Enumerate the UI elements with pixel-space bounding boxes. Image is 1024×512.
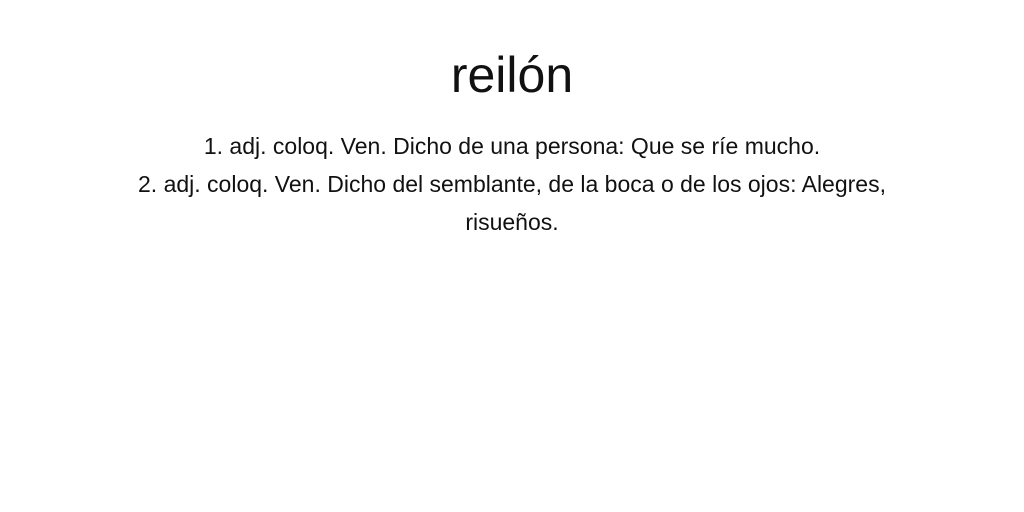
- definition-2: 2. adj. coloq. Ven. Dicho del semblante, de la boca o de los ojos: Alegres, risueños.: [138, 171, 886, 235]
- entry-headword: reilón: [450, 47, 574, 103]
- definitions-list: [90, 127, 934, 241]
- definition-1: 1. adj. coloq. Ven. Dicho de una persona: Que se ríe mucho.: [203, 133, 821, 159]
